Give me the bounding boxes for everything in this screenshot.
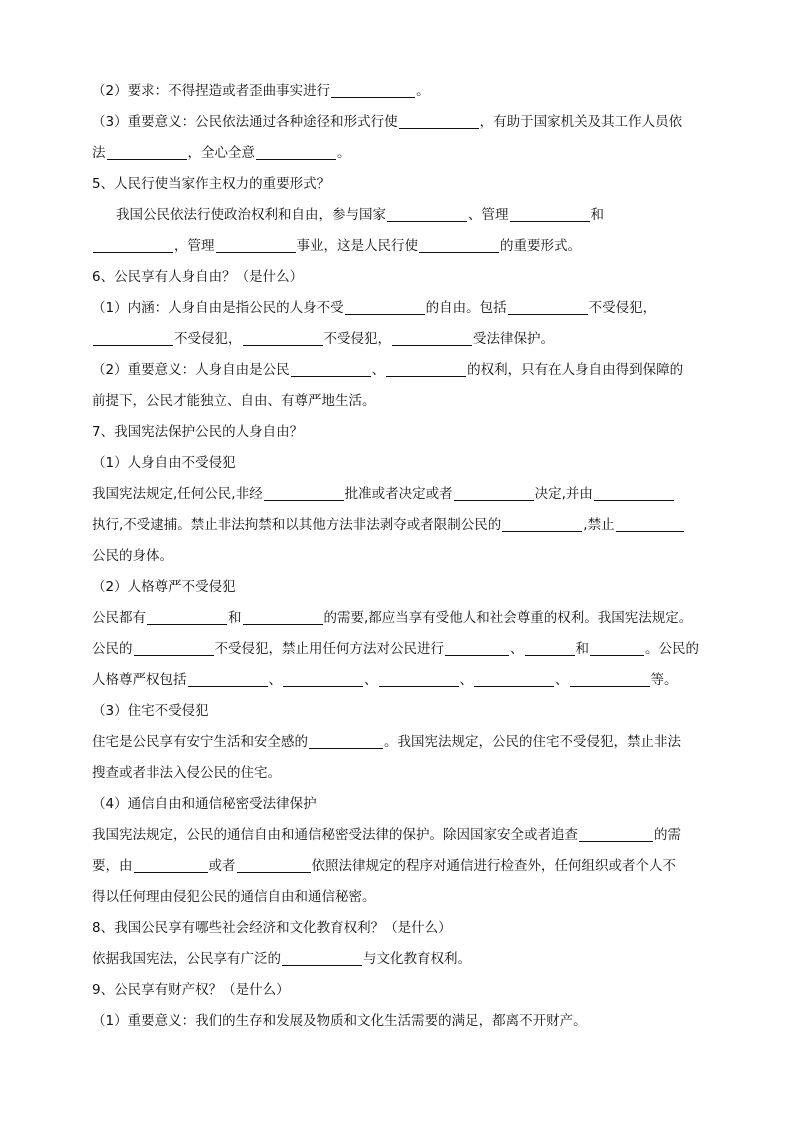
fill-blank[interactable] [502, 516, 582, 532]
text-run: ,禁止 [583, 517, 615, 533]
text-run: 我国宪法规定，公民的通信自由和通信秘密受法律的保护。除因国家安全或者追查 [92, 827, 578, 843]
fill-blank[interactable] [508, 299, 588, 315]
fill-blank[interactable] [392, 330, 472, 346]
text-line [92, 944, 706, 975]
text-run: 。 [337, 145, 351, 161]
text-run: （1）内涵：人身自由是指公民的人身不受 [92, 300, 344, 316]
text-line [92, 665, 706, 696]
text-run: 决定,并由 [534, 486, 593, 502]
text-line [92, 634, 706, 665]
text-run: （2）重要意义：人身自由是公民 [92, 362, 290, 378]
fill-blank[interactable] [445, 640, 509, 656]
text-run: 和 [228, 610, 242, 626]
document-body [92, 76, 706, 1037]
fill-blank[interactable] [594, 485, 674, 501]
text-run: 7、我国宪法保护公民的人身自由？ [92, 424, 304, 440]
fill-blank[interactable] [386, 361, 466, 377]
text-run: 不受侵犯， [588, 300, 657, 316]
text-line [92, 696, 706, 727]
text-run: 人格尊严权包括 [92, 672, 187, 688]
fill-blank[interactable] [264, 485, 344, 501]
text-run: 6、公民享有人身自由？（是什么） [92, 269, 304, 285]
text-run: 不受侵犯， [174, 331, 242, 347]
text-line [92, 262, 706, 293]
text-run: 。公民的 [645, 641, 699, 657]
text-run: （2）人格尊严不受侵犯 [92, 579, 236, 595]
fill-blank[interactable] [570, 671, 650, 687]
text-run: 9、公民享有财产权？（是什么） [92, 982, 290, 998]
fill-blank[interactable] [525, 640, 575, 656]
text-run: 与文化教育权利。 [363, 951, 471, 967]
fill-blank[interactable] [188, 671, 268, 687]
text-line [92, 355, 706, 386]
text-run: 和 [590, 207, 604, 223]
text-run: 公民都有 [92, 610, 146, 626]
text-run: （2）要求：不得捏造或者歪曲事实进行 [92, 83, 331, 99]
fill-blank[interactable] [510, 206, 590, 222]
text-run: ，有助于国家机关及其工作人员依 [479, 114, 683, 130]
fill-blank[interactable] [399, 113, 479, 129]
text-run: 的权利，只有在人身自由得到保障的 [467, 362, 684, 378]
fill-blank[interactable] [291, 361, 371, 377]
text-run: 依照法律规定的程序对通信进行检查外，任何组织或者个人不 [311, 858, 676, 874]
text-run: 事业，这是人民行使 [296, 238, 418, 254]
fill-blank[interactable] [93, 330, 173, 346]
text-run: 的自由。包括 [425, 300, 507, 316]
text-run: 。我国宪法规定，公民的住宅不受侵犯，禁止非法 [384, 734, 681, 750]
text-run: ，管理 [174, 238, 215, 254]
fill-blank[interactable] [237, 857, 311, 873]
fill-blank[interactable] [474, 671, 554, 687]
text-run: 我国公民依法行使政治权利和自由，参与国家 [116, 207, 386, 223]
text-line [92, 727, 706, 758]
text-run: 住宅是公民享有安宁生活和安全感的 [92, 734, 308, 750]
text-line [92, 293, 706, 324]
text-line [92, 417, 706, 448]
text-run: 的需要,都应当享有受他人和社会尊重的权利。我国宪法规定。 [323, 610, 693, 626]
text-line [92, 789, 706, 820]
text-run: ，全心全意 [187, 145, 255, 161]
text-run: （1）重要意义：我们的生存和发展及物质和文化生活需要的满足，都离不开财产。 [92, 1013, 587, 1029]
text-line [92, 975, 706, 1006]
text-line [92, 820, 706, 851]
fill-blank[interactable] [379, 671, 459, 687]
fill-blank[interactable] [454, 485, 534, 501]
text-line [92, 541, 706, 572]
text-run: 公民的 [92, 641, 133, 657]
fill-blank[interactable] [107, 144, 187, 160]
text-run: 、管理 [468, 207, 509, 223]
text-run: 和 [575, 641, 589, 657]
text-run: 、 [510, 641, 524, 657]
fill-blank[interactable] [616, 516, 684, 532]
text-run: 要，由 [92, 858, 133, 874]
fill-blank[interactable] [345, 299, 425, 315]
text-run: 、 [459, 672, 473, 688]
fill-blank[interactable] [243, 330, 323, 346]
text-line [92, 882, 706, 913]
fill-blank[interactable] [309, 733, 383, 749]
fill-blank[interactable] [93, 237, 173, 253]
text-run: 依据我国宪法，公民享有广泛的 [92, 951, 281, 967]
text-run: 8、我国公民享有哪些社会经济和文化教育权利？（是什么） [92, 920, 452, 936]
text-run: 我国宪法规定,任何公民,非经 [92, 486, 263, 502]
text-line [92, 169, 706, 200]
text-run: 法 [92, 145, 106, 161]
text-run: 执行,不受逮捕。禁止非法拘禁和以其他方法非法剥夺或者限制公民的 [92, 517, 502, 533]
text-line [92, 324, 706, 355]
fill-blank[interactable] [216, 237, 296, 253]
fill-blank[interactable] [590, 640, 644, 656]
text-run: 批准或者决定或者 [344, 486, 453, 502]
text-run: 前提下，公民才能独立、自由、有尊严地生活。 [92, 393, 376, 409]
text-run: 的需 [654, 827, 681, 843]
text-line [92, 386, 706, 417]
text-line [92, 479, 706, 510]
text-line [92, 138, 706, 169]
text-run: 受法律保护。 [473, 331, 554, 347]
text-run: （4）通信自由和通信秘密受法律保护 [92, 796, 317, 812]
text-run: 、 [555, 672, 569, 688]
text-line [92, 231, 706, 262]
fill-blank[interactable] [579, 826, 653, 842]
text-line [92, 510, 706, 541]
text-line [92, 448, 706, 479]
text-run: 搜查或者非法入侵公民的住宅。 [92, 765, 281, 781]
text-line [92, 76, 706, 107]
text-run: 不受侵犯，禁止用任何方法对公民进行 [214, 641, 444, 657]
fill-blank[interactable] [283, 671, 363, 687]
text-line [92, 913, 706, 944]
text-run: 或者 [208, 858, 236, 874]
fill-blank[interactable] [387, 206, 467, 222]
text-run: 、 [268, 672, 282, 688]
text-run: 不受侵犯， [323, 331, 391, 347]
text-run: （1）人身自由不受侵犯 [92, 455, 236, 471]
fill-blank[interactable] [331, 82, 415, 98]
fill-blank[interactable] [243, 609, 323, 625]
text-line [92, 758, 706, 789]
fill-blank[interactable] [419, 237, 499, 253]
text-run: 得以任何理由侵犯公民的通信自由和通信秘密。 [92, 889, 376, 905]
text-run: 。 [416, 83, 430, 99]
fill-blank[interactable] [134, 857, 208, 873]
text-run: 等。 [650, 672, 678, 688]
text-run: （3）重要意义：公民依法通过各种途径和形式行使 [92, 114, 398, 130]
text-line [92, 572, 706, 603]
text-run: 、 [371, 362, 386, 378]
text-line [92, 1006, 706, 1037]
fill-blank[interactable] [282, 950, 362, 966]
text-line [92, 603, 706, 634]
text-line [92, 200, 706, 231]
text-run: 的重要形式。 [500, 238, 581, 254]
text-run: 5、人民行使当家作主权力的重要形式？ [92, 176, 331, 192]
text-line [92, 851, 706, 882]
fill-blank[interactable] [256, 144, 336, 160]
text-run: 、 [364, 672, 378, 688]
text-run: 公民的身体。 [92, 548, 173, 564]
text-run: （3）住宅不受侵犯 [92, 703, 209, 719]
fill-blank[interactable] [134, 640, 214, 656]
fill-blank[interactable] [147, 609, 227, 625]
text-line [92, 107, 706, 138]
